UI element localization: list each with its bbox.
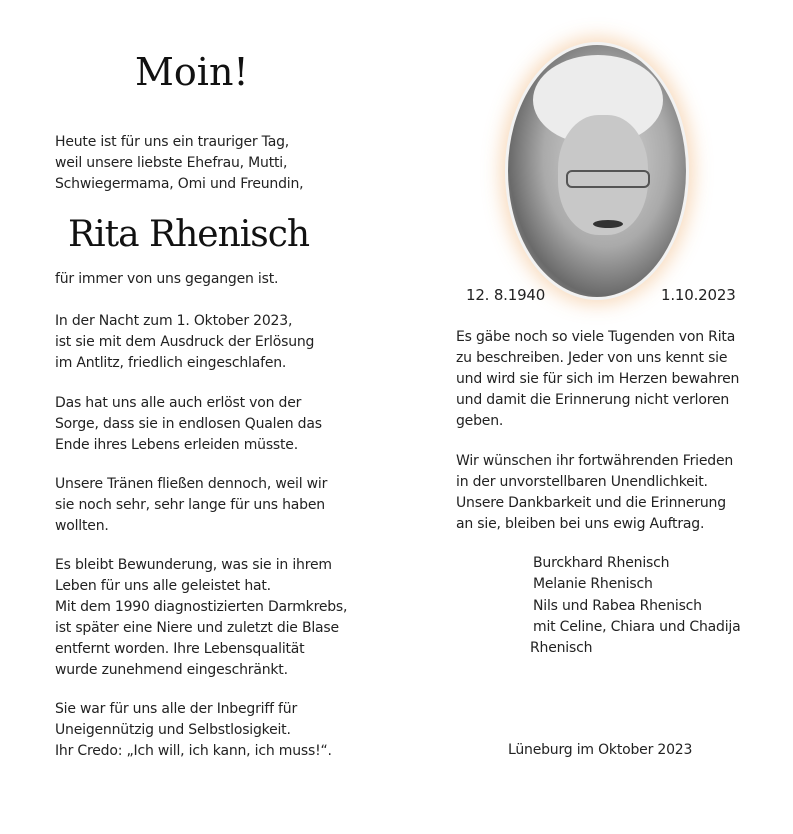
left-paragraph: Sie war für uns alle der Inbegriff für Uneigennützig und Selbstlosigkeit. Ihr Credo: „Ich will, ich kann, ich muss!“. [55, 701, 332, 759]
place-date: Lüneburg im Oktober 2023 [508, 742, 693, 758]
signature: Rhenisch [530, 640, 593, 656]
after-name-text: für immer von uns gegangen ist. [55, 271, 279, 287]
intro-line: weil unsere liebste Ehefrau, Mutti, [55, 155, 288, 171]
intro-line: Schwiegermama, Omi und Freundin, [55, 176, 304, 192]
left-paragraph: Das hat uns alle auch erlöst von der Sorge, dass sie in endlosen Qualen das Ende ihres Lebens erleiden müsste. [55, 395, 322, 453]
signature: Melanie Rhenisch [533, 576, 653, 592]
left-paragraph: Unsere Tränen fließen dennoch, weil wir sie noch sehr, sehr lange für uns haben wollten. [55, 476, 328, 534]
deceased-name: Rita Rhenisch [68, 214, 310, 255]
signature: Burckhard Rhenisch [533, 555, 670, 571]
left-paragraph: In der Nacht zum 1. Oktober 2023, ist sie mit dem Ausdruck der Erlösung im Antlitz, friedlich eingeschlafen. [55, 313, 315, 371]
signature: Nils und Rabea Rhenisch [533, 598, 702, 614]
signature: mit Celine, Chiara und Chadija [533, 619, 741, 635]
portrait-photo [508, 45, 686, 297]
right-paragraph: Es gäbe noch so viele Tugenden von Rita zu beschreiben. Jeder von uns kennt sie und wird sie für sich im Herzen bewahren und damit die Erinnerung nicht verloren geben. [456, 329, 740, 429]
birth-date: 12. 8.1940 [466, 286, 546, 304]
left-paragraph: Es bleibt Bewunderung, was sie in ihrem Leben für uns alle geleistet hat. Mit dem 1990 diagnostizierten Darmkrebs, ist später eine Niere und zuletzt die Blase entfernt worden. Ihre Lebensqualität wurde zunehmend eingeschränkt. [55, 557, 348, 678]
death-date: 1.10.2023 [661, 286, 736, 304]
right-paragraph: Wir wünschen ihr fortwährenden Frieden in der unvorstellbaren Unendlichkeit. Unsere Dankbarkeit und die Erinnerung an sie, bleiben bei uns ewig Auftrag. [456, 453, 734, 532]
intro-line: Heute ist für uns ein trauriger Tag, [55, 134, 290, 150]
greeting: Moin! [135, 50, 249, 94]
